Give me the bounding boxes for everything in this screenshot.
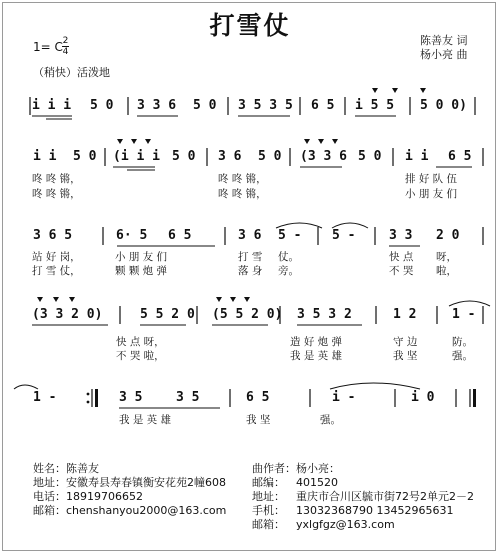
repeat-dot bbox=[87, 393, 90, 396]
lyric: 打 雪 bbox=[238, 251, 263, 263]
lyric: 守 边 bbox=[393, 336, 418, 348]
lyric: 旁。 bbox=[278, 265, 299, 277]
measure: 6 5 bbox=[246, 390, 270, 405]
measure: 3 5 bbox=[176, 390, 200, 405]
accent-mark bbox=[69, 297, 75, 302]
measure: 5 0 0) bbox=[420, 98, 467, 113]
accent-mark bbox=[216, 297, 222, 302]
lyric: 呀， bbox=[436, 251, 457, 263]
accent-mark bbox=[318, 139, 324, 144]
composer-contact bbox=[252, 462, 474, 532]
measure: i 5 5 bbox=[355, 98, 395, 113]
field-value: yxlgfgz@163.com bbox=[296, 518, 395, 531]
lyric: 快 点 呀， bbox=[116, 336, 165, 348]
slur bbox=[449, 301, 490, 306]
field-value: 重庆市合川区毓市街72号2单元2－2 bbox=[296, 490, 474, 503]
measure: 5 0 bbox=[358, 149, 382, 164]
lyric: 咚 咚 锵， bbox=[218, 188, 267, 200]
accent-mark bbox=[244, 297, 250, 302]
field-label: 邮箱： bbox=[33, 504, 66, 517]
field-label: 曲作者： bbox=[252, 462, 296, 475]
measure: 5 0 bbox=[73, 149, 97, 164]
lyric: 我 坚 bbox=[393, 350, 418, 362]
measure: (i i i bbox=[113, 149, 160, 164]
measure: 1 - bbox=[33, 390, 57, 405]
accent-mark bbox=[420, 88, 426, 93]
repeat-bar-thick bbox=[95, 389, 98, 407]
field-label: 手机： bbox=[252, 504, 285, 517]
field-label: 地址： bbox=[33, 476, 66, 489]
measure: 3 5 bbox=[119, 390, 143, 405]
measure: (3 3 6 bbox=[300, 149, 347, 164]
measure: 5 - bbox=[332, 228, 356, 243]
lyric: 颗 颗 炮 弹 bbox=[115, 265, 168, 277]
measure: 5 0 bbox=[90, 98, 114, 113]
measure: 3 6 bbox=[238, 228, 262, 243]
slur bbox=[330, 383, 420, 389]
measure: i 0 bbox=[411, 390, 435, 405]
lyric: 咚 咚 锵， bbox=[218, 173, 267, 185]
field-value: 安徽寿县寿春镇衡安花苑2幢608 bbox=[66, 476, 226, 489]
measure: i i bbox=[33, 149, 57, 164]
measure: 6· 5 bbox=[116, 228, 148, 243]
tempo-marking: （稍快）活泼地 bbox=[33, 66, 110, 79]
lyricist-contact bbox=[33, 462, 226, 518]
lyric: 啦， bbox=[436, 265, 457, 277]
lyric: 排 好 队 伍 bbox=[405, 173, 458, 185]
accent-mark bbox=[37, 297, 43, 302]
field-label: 邮箱： bbox=[252, 518, 285, 531]
lyric: 造 好 炮 弹 bbox=[290, 336, 343, 348]
measure: 5 5 2 0 bbox=[140, 307, 195, 322]
lyric: 我 是 英 雄 bbox=[119, 414, 172, 426]
accent-mark bbox=[131, 139, 137, 144]
lyric: 仗。 bbox=[278, 251, 299, 263]
measure: 3 6 bbox=[218, 149, 242, 164]
measure: (5 5 2 0) bbox=[212, 307, 283, 322]
measure: i - bbox=[332, 390, 356, 405]
lyric: 强。 bbox=[320, 414, 341, 426]
field-value: 13032368790 13452965631 bbox=[296, 504, 454, 517]
measure: 6 5 bbox=[168, 228, 192, 243]
measure: i i bbox=[405, 149, 429, 164]
lyric: 打 雪 仗， bbox=[32, 265, 81, 277]
lyric: 小 朋 友 们 bbox=[115, 251, 168, 263]
final-bar-thick bbox=[473, 389, 476, 407]
time-signature: 2 4 bbox=[62, 36, 69, 57]
accent-mark bbox=[392, 88, 398, 93]
repeat-dot bbox=[87, 401, 90, 404]
lyric: 防。 bbox=[452, 336, 473, 348]
composer-credit: 杨小亮 曲 bbox=[420, 48, 468, 61]
field-value: 18919706652 bbox=[66, 490, 143, 503]
accent-mark bbox=[53, 297, 59, 302]
measure: 1 2 bbox=[393, 307, 417, 322]
measure: 3 3 6 bbox=[137, 98, 177, 113]
field-value: chenshanyou2000@163.com bbox=[66, 504, 227, 517]
measure: 2 0 bbox=[436, 228, 460, 243]
slur bbox=[14, 385, 38, 389]
lyric: 我 坚 bbox=[246, 414, 271, 426]
lyric: 小 朋 友 们 bbox=[405, 188, 458, 200]
slur bbox=[332, 223, 368, 228]
key-signature: 1= C bbox=[33, 40, 63, 54]
measure: (3 3 2 0) bbox=[32, 307, 103, 322]
measure: 3 5 3 5 bbox=[238, 98, 293, 113]
lyric: 落 身 bbox=[238, 265, 263, 277]
accent-mark bbox=[117, 139, 123, 144]
lyric: 强。 bbox=[452, 350, 473, 362]
measure: 3 3 bbox=[389, 228, 413, 243]
lyric: 我 是 英 雄 bbox=[290, 350, 343, 362]
lyric: 站 好 岗， bbox=[32, 251, 81, 263]
lyricist-credit: 陈善友 词 bbox=[420, 34, 468, 47]
field-label: 姓名： bbox=[33, 462, 66, 475]
lyric: 咚 咚 锵， bbox=[32, 188, 81, 200]
accent-mark bbox=[145, 139, 151, 144]
field-value: 401520 bbox=[296, 476, 338, 489]
accent-mark bbox=[230, 297, 236, 302]
lyric: 咚 咚 锵， bbox=[32, 173, 81, 185]
measure: 6 5 bbox=[448, 149, 472, 164]
field-label: 电话： bbox=[33, 490, 66, 503]
lyric: 不 哭 啦， bbox=[116, 350, 165, 362]
song-title: 打雪仗 bbox=[209, 11, 291, 40]
measure: 5 0 bbox=[193, 98, 217, 113]
field-label: 邮编： bbox=[252, 476, 285, 489]
lyric: 快 点 bbox=[389, 251, 414, 263]
field-label: 地址： bbox=[252, 490, 285, 503]
lyric: 不 哭 bbox=[389, 265, 414, 277]
slur bbox=[276, 223, 322, 228]
accent-mark bbox=[372, 88, 378, 93]
measure: i i i bbox=[32, 98, 72, 113]
measure: 6 5 bbox=[311, 98, 335, 113]
measure: 3 6 5 bbox=[33, 228, 73, 243]
measure: 1 - bbox=[452, 307, 476, 322]
field-value: 杨小亮： bbox=[296, 462, 340, 475]
measure: 3 5 3 2 bbox=[297, 307, 352, 322]
accent-mark bbox=[304, 139, 310, 144]
measure: 5 0 bbox=[172, 149, 196, 164]
field-value: 陈善友 bbox=[66, 462, 99, 475]
measure: 5 0 bbox=[258, 149, 282, 164]
accent-mark bbox=[332, 139, 338, 144]
measure: 5 - bbox=[278, 228, 302, 243]
